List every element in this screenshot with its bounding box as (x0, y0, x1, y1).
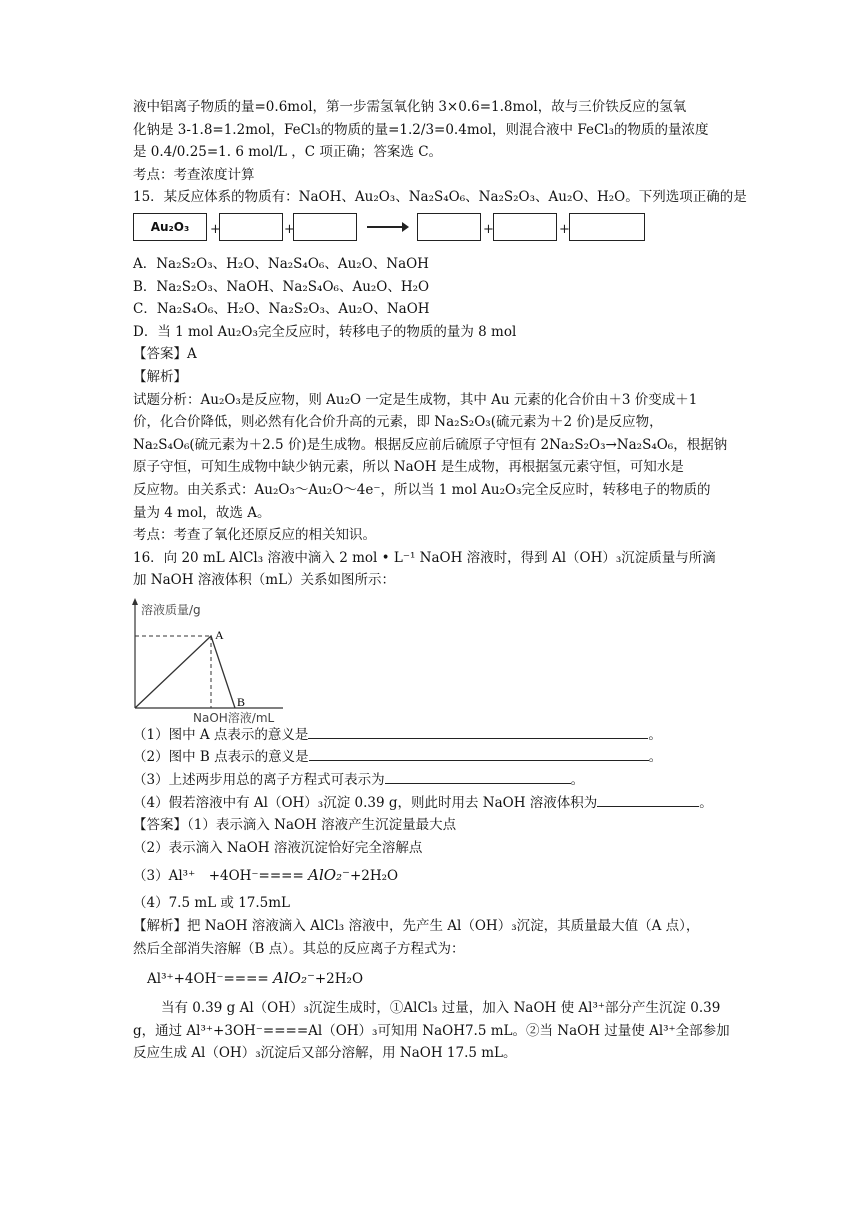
data-line (135, 636, 235, 708)
option-d: D．当 1 mol Au₂O₃完全反应时，转移电子的物质的量为 8 mol (133, 323, 517, 340)
answer-16-line: （4）7.5 mL 或 17.5mL (133, 895, 291, 912)
box-reactant-3 (293, 213, 357, 241)
answer-blank[interactable] (385, 769, 571, 784)
option-c: C．Na₂S₄O₆、H₂O、Na₂S₂O₃、Au₂O、NaOH (133, 301, 430, 318)
answer-15: 【答案】A (133, 346, 197, 363)
reaction-box-diagram (133, 213, 733, 247)
analysis-line: 反应物。由关系式：Au₂O₃～Au₂O～4e⁻，所以当 1 mol Au₂O₃完全反应时，转移电子的物质的 (133, 481, 711, 498)
question-16-stem: 加 NaOH 溶液体积（mL）关系如图所示： (133, 572, 396, 589)
plus-sign: + (210, 221, 221, 237)
text-line: 化钠是 3-1.8=1.2mol，FeCl₃的物质的量=1.2/3=0.4mol，则混合液中 FeCl₃的物质的量浓度 (133, 121, 709, 138)
box-product-3 (569, 213, 645, 241)
sub-question-4: （4）假若溶液中有 Al（OH）₃沉淀 0.39 g，则此时用去 NaOH 溶液体积为 。 (133, 792, 733, 815)
box-product-2 (493, 213, 557, 241)
analysis-16-line: 【解析】把 NaOH 溶液滴入 AlCl₃ 溶液中，先产生 Al（OH）₃沉淀，其质量最大值（A 点）， (133, 918, 700, 935)
answer-blank[interactable] (597, 792, 699, 807)
analysis-line: 原子守恒，可知生成物中缺少钠元素，所以 NaOH 是生成物，再根据氢元素守恒，可知水是 (133, 459, 684, 476)
point-label-a: A (215, 627, 224, 642)
sub-question-2: （2）图中 B 点表示的意义是 。 (133, 746, 733, 769)
analysis-16-line: 然后全部消失溶解（B 点）。其总的反应离子方程式为： (133, 940, 465, 957)
answer-blank[interactable] (308, 724, 648, 739)
box-product-1 (417, 213, 481, 241)
precipitate-chart (133, 596, 293, 725)
x-axis-label: NaOH溶液/mL (193, 710, 275, 725)
exam-point: 考点：考查了氧化还原反应的相关知识。 (133, 527, 376, 544)
text-line: 是 0.4/0.25=1. 6 mol/L ，C 项正确；答案选 C。 (133, 144, 443, 161)
answer-blank[interactable] (309, 746, 649, 761)
y-axis-label: 溶液质量/g (141, 602, 201, 617)
answer-16-equation: （3）Al³⁺ +4OH⁻==== AlO₂⁻+2H₂O (133, 866, 399, 885)
y-axis-arrow-icon (132, 598, 138, 605)
analysis-16-line: g，通过 Al³⁺+3OH⁻====Al（OH）₃可知用 NaOH7.5 mL。②当 NaOH 过量使 Al³⁺全部参加 (133, 1022, 730, 1039)
question-15-stem: 15．某反应体系的物质有：NaOH、Au₂O₃、Na₂S₄O₆、Na₂S₂O₃、Au₂O、H₂O。下列选项正确的是 (133, 189, 747, 206)
chart-svg (133, 596, 293, 725)
analysis-16-line: 当有 0.39 g Al（OH）₃沉淀生成时，①AlCl₃ 过量，加入 NaOH 使 Al³⁺部分产生沉淀 0.39 (161, 1000, 721, 1017)
box-reactant-2 (219, 213, 283, 241)
arrow-icon (367, 226, 407, 228)
text-line: 液中铝离子物质的量=0.6mol，第一步需氢氧化钠 3×0.6=1.8mol，故与三价铁反应的氢氧 (133, 99, 687, 115)
point-label-b: B (237, 694, 246, 709)
analysis-line: Na₂S₄O₆(硫元素为＋2.5 价)是生成物。根据反应前后硫原子守恒有 2Na₂S₂O₃→Na₂S₄O₆，根据钠 (133, 436, 728, 453)
plus-sign: + (559, 221, 570, 237)
analysis-16-equation: Al³⁺+4OH⁻==== AlO₂⁻+2H₂O (147, 969, 364, 988)
sub-question-1: （1）图中 A 点表示的意义是 。 (133, 724, 733, 747)
answer-16-line: （2）表示滴入 NaOH 溶液沉淀恰好完全溶解点 (133, 839, 423, 856)
analysis-line: 量为 4 mol，故选 A。 (133, 504, 271, 521)
box-reactant-1: Au₂O₃ (133, 213, 207, 241)
exam-point: 考点：考查浓度计算 (133, 166, 255, 183)
question-16-stem: 16．向 20 mL AlCl₃ 溶液中滴入 2 mol • L⁻¹ NaOH 溶液时，得到 Al（OH）₃沉淀质量与所滴 (133, 549, 716, 566)
plus-sign: + (284, 221, 295, 237)
option-a: A．Na₂S₂O₃、H₂O、Na₂S₄O₆、Au₂O、NaOH (133, 255, 429, 272)
analysis-line: 价，化合价降低，则必然有化合价升高的元素，即 Na₂S₂O₃(硫元素为＋2 价)是反应物， (133, 414, 663, 431)
analysis-line: 试题分析：Au₂O₃是反应物，则 Au₂O 一定是生成物，其中 Au 元素的化合价由＋3 价变成＋1 (133, 391, 698, 408)
analysis-heading: 【解析】 (133, 368, 187, 385)
analysis-16-line: 反应生成 Al（OH）₃沉淀后又部分溶解，用 NaOH 17.5 mL。 (133, 1045, 517, 1062)
plus-sign: + (483, 221, 494, 237)
option-b: B．Na₂S₂O₃、NaOH、Na₂S₄O₆、Au₂O、H₂O (133, 278, 430, 295)
answer-16-line: 【答案】（1）表示滴入 NaOH 溶液产生沉淀量最大点 (133, 817, 457, 834)
sub-question-3: （3）上述两步用总的离子方程式可表示为 。 (133, 769, 733, 792)
document-page (133, 96, 747, 1065)
